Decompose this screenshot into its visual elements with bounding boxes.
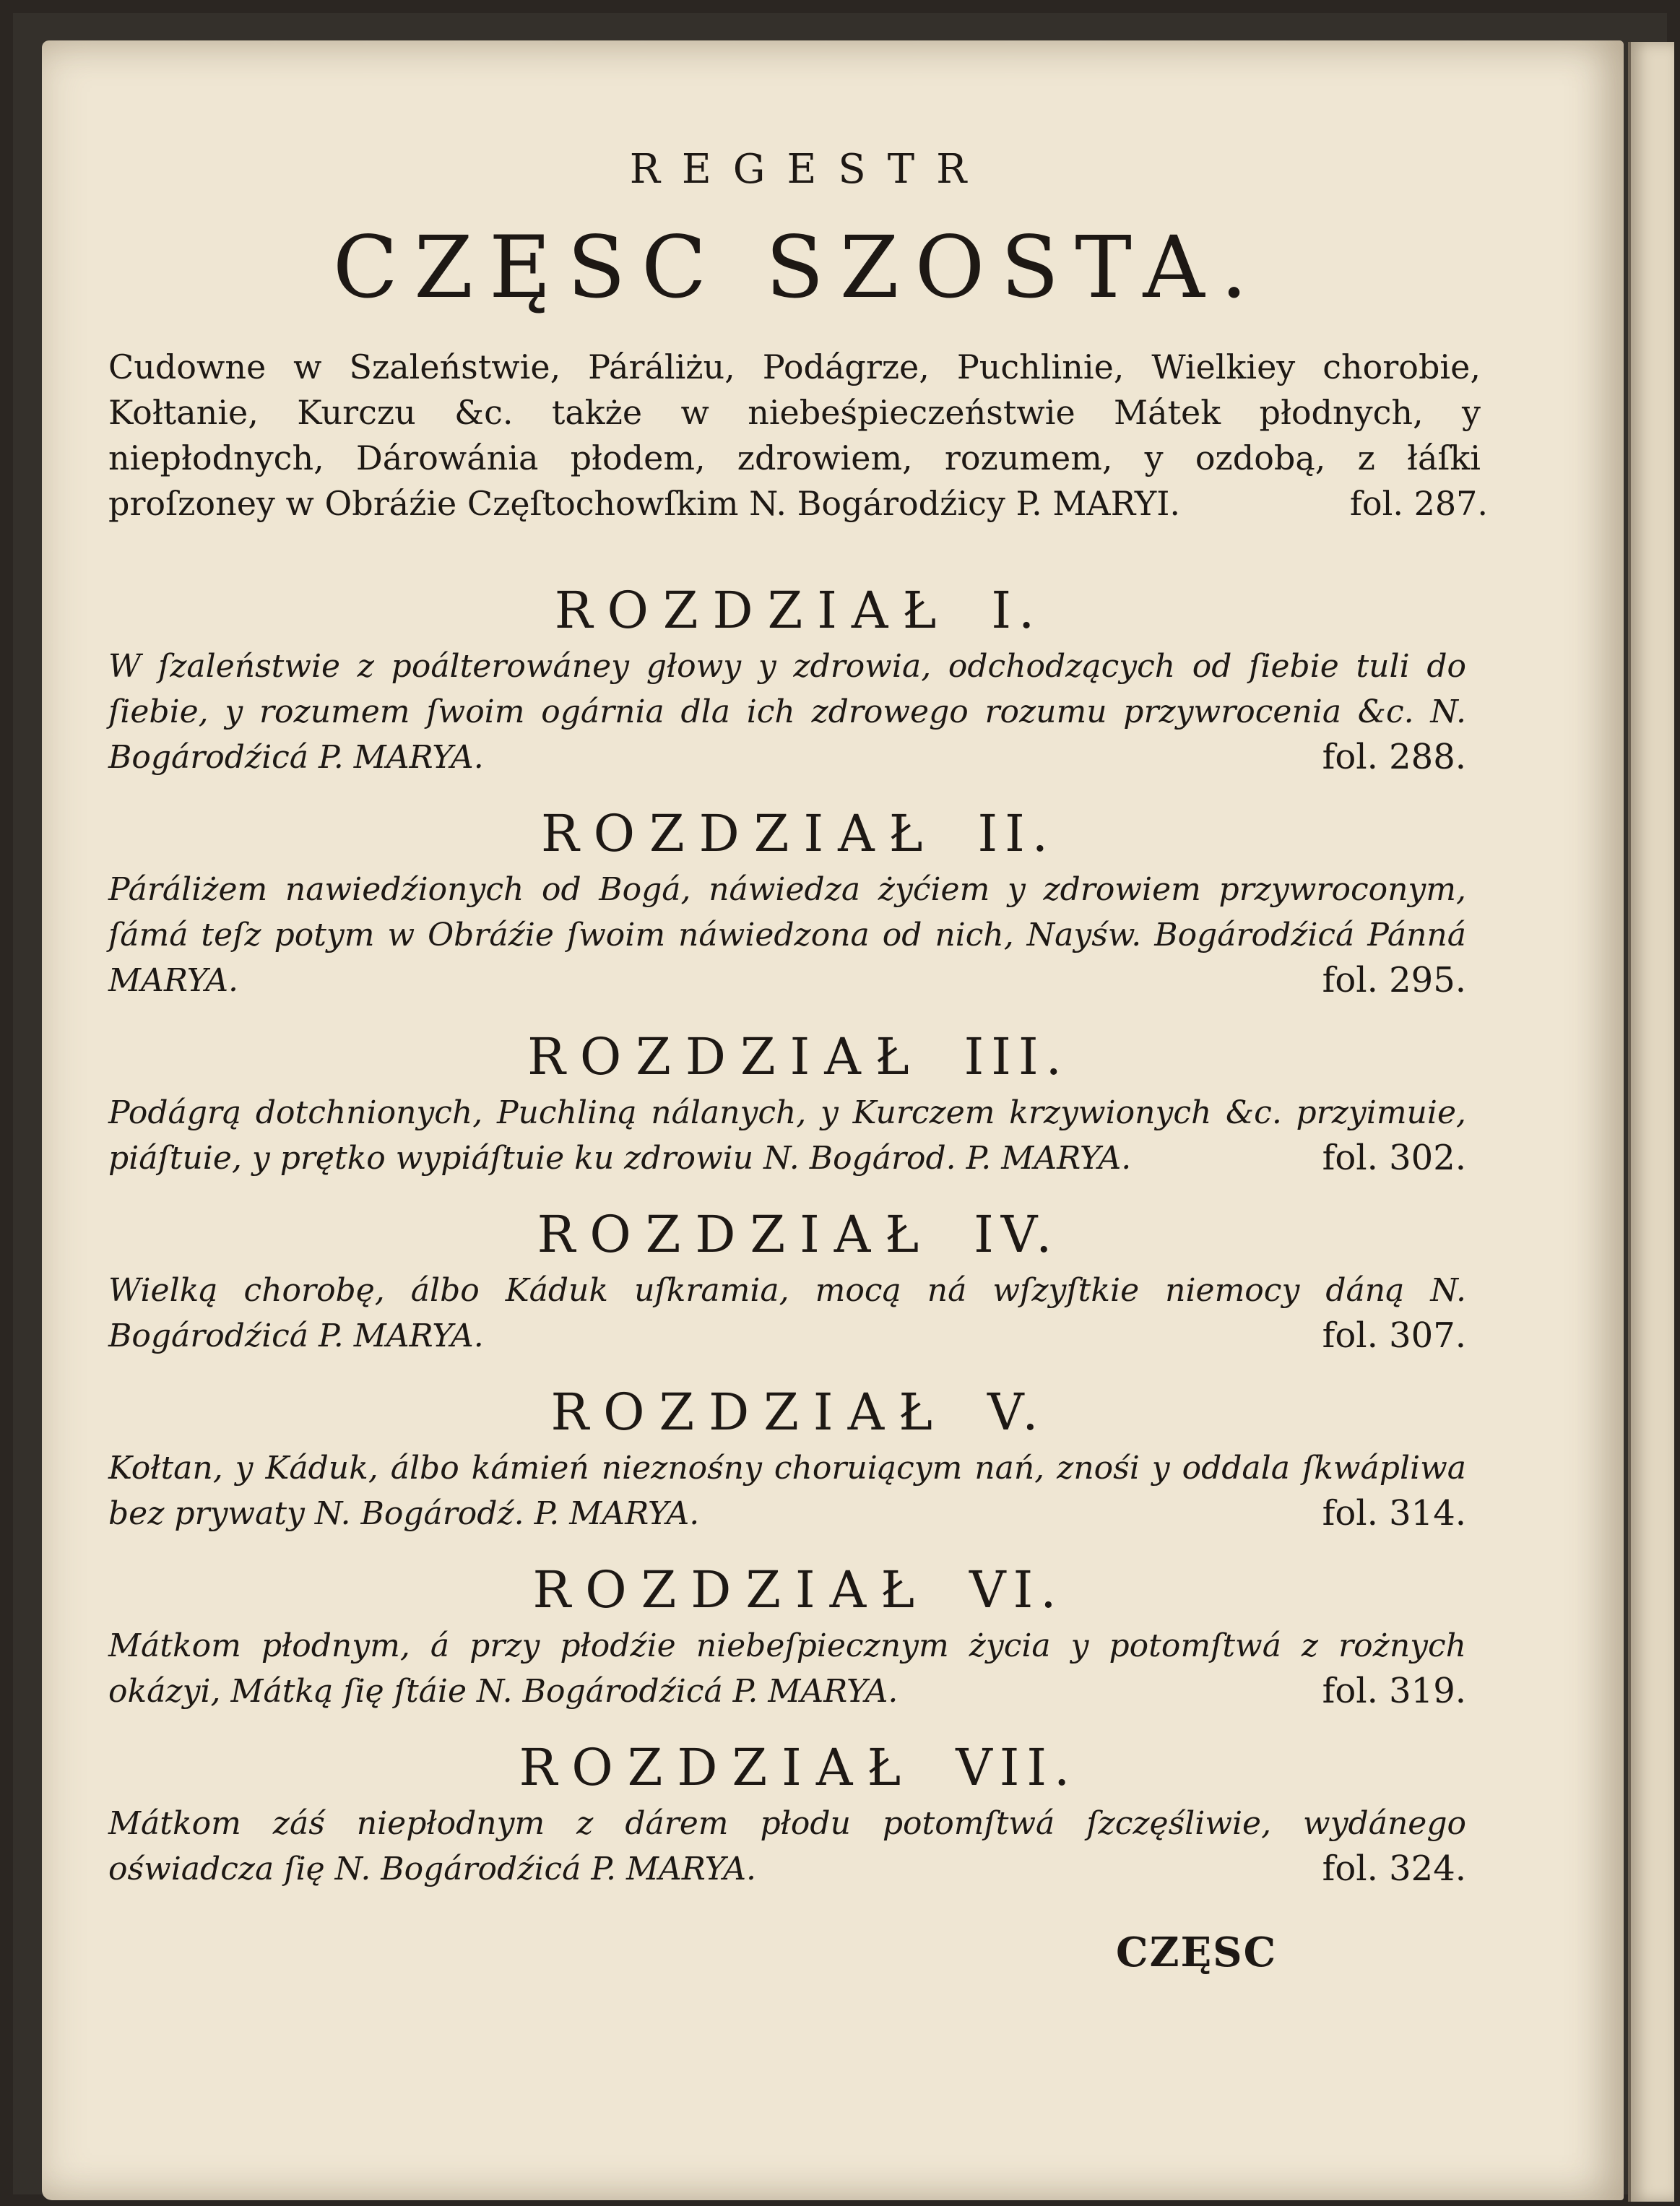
catchword: CZĘSC: [1116, 1929, 1278, 1976]
chapter-summary: [108, 1268, 1488, 1359]
chapter-heading: [108, 1557, 1488, 1623]
chapter-number: V.: [987, 1383, 1046, 1442]
chapter-folio: fol. 307.: [1322, 1315, 1466, 1356]
chapter-folio: fol. 319.: [1322, 1671, 1466, 1711]
chapter-heading: [108, 800, 1488, 867]
chapter-number: IV.: [974, 1205, 1060, 1264]
chapter-summary: [108, 644, 1488, 780]
chapter-number: VII.: [956, 1738, 1078, 1797]
chapter-number: II.: [977, 804, 1056, 863]
chapter-text: Páráliżem nawiedźionych od Bogá, náwiedza żyćiem y zdrowiem przywroconym, ſámá teſz potym w Obráźie ſwoim náwiedzona od nich, Nayśw. Bogárodźicá Pánná MARYA.: [108, 871, 1466, 999]
intro-text: Cudowne w Szaleństwie, Páráliżu, Podágrze, Puchlinie, Wielkiey chorobie, Kołtanie, Kurczu &c. także w niebeśpieczeństwie Mátek płodnych, y niepłodnych, Dárowánia płodem, zdrowiem, rozumem, y ozdobą, z łáſki proſzoney w Obráźie Częſtochowſkim N. Bogárodźicy P. MARYI.: [108, 347, 1481, 523]
chapter-2: [108, 800, 1488, 1003]
chapter-folio: fol. 314.: [1322, 1493, 1466, 1534]
chapter-folio: fol. 302.: [1322, 1138, 1466, 1178]
next-page-edge: [1628, 42, 1674, 2202]
section-title: CZĘSC SZOSTA.: [332, 217, 1264, 317]
page-content: [108, 141, 1488, 1892]
chapter-text: Mátkom záś niepłodnym z dárem płodu potomſtwá ſzczęśliwie, wydánego oświadcza ſię N. Bogárodźicá P. MARYA.: [108, 1805, 1466, 1887]
intro-paragraph: [108, 345, 1488, 527]
chapter-text: Kołtan, y Káduk, álbo kámień nieznośny choruiącym nań, znośi y oddala ſkwápliwa bez prywaty N. Bogárodź. P. MARYA.: [108, 1450, 1466, 1532]
running-header: REGESTR: [629, 146, 989, 193]
chapter-label: ROZDZIAŁ: [537, 1205, 934, 1264]
chapter-label: ROZDZIAŁ: [550, 1383, 947, 1442]
chapter-3: [108, 1024, 1488, 1181]
chapter-4: [108, 1201, 1488, 1359]
chapter-1: [108, 577, 1488, 780]
chapter-summary: [108, 1623, 1488, 1714]
chapter-text: Wielką chorobę, álbo Káduk uſkramia, mocą ná wſzyſtkie niemocy dáną N. Bogárodźicá P. MARYA.: [108, 1272, 1466, 1354]
chapter-text: Mátkom płodnym, á przy płodźie niebeſpiecznym życia y potomſtwá z rożnych okázyi, Mátką ſię ſtáie N. Bogárodźicá P. MARYA.: [108, 1627, 1466, 1710]
chapter-label: ROZDZIAŁ: [554, 581, 951, 640]
intro-folio: fol. 287.: [1349, 484, 1488, 523]
chapter-label: ROZDZIAŁ: [527, 1027, 924, 1086]
chapter-summary: [108, 867, 1488, 1003]
chapter-text: W ſzaleństwie z poálterowáney głowy y zdrowia, odchodzących od ſiebie tuli do ſiebie, y rozumem ſwoim ogárnia dla ich zdrowego rozumu przywrocenia &c. N. Bogárodźicá P. MARYA.: [108, 648, 1466, 776]
chapter-heading: [108, 577, 1488, 644]
chapter-summary: [108, 1801, 1488, 1892]
chapter-label: ROZDZIAŁ: [540, 804, 938, 863]
chapter-5: [108, 1379, 1488, 1536]
chapter-folio: fol. 295.: [1322, 960, 1466, 1000]
chapter-label: ROZDZIAŁ: [519, 1738, 916, 1797]
chapter-heading: [108, 1024, 1488, 1090]
chapter-heading: [108, 1201, 1488, 1268]
chapter-heading: [108, 1379, 1488, 1445]
chapter-number: III.: [964, 1027, 1069, 1086]
chapter-folio: fol. 288.: [1322, 737, 1466, 777]
chapter-folio: fol. 324.: [1322, 1848, 1466, 1889]
chapter-heading: [108, 1734, 1488, 1801]
chapter-summary: [108, 1445, 1488, 1536]
chapter-number: I.: [991, 581, 1042, 640]
chapter-6: [108, 1557, 1488, 1714]
chapter-label: ROZDZIAŁ: [532, 1560, 930, 1619]
chapter-summary: [108, 1090, 1488, 1181]
chapter-7: [108, 1734, 1488, 1892]
chapter-text: Podágrą dotchnionych, Puchliną nálanych, y Kurczem krzywionych &c. przyimuie, piáſtuie, y prętko wypiáſtuie ku zdrowiu N. Bogárod. P. MARYA.: [108, 1094, 1466, 1177]
chapter-number: VI.: [969, 1560, 1064, 1619]
